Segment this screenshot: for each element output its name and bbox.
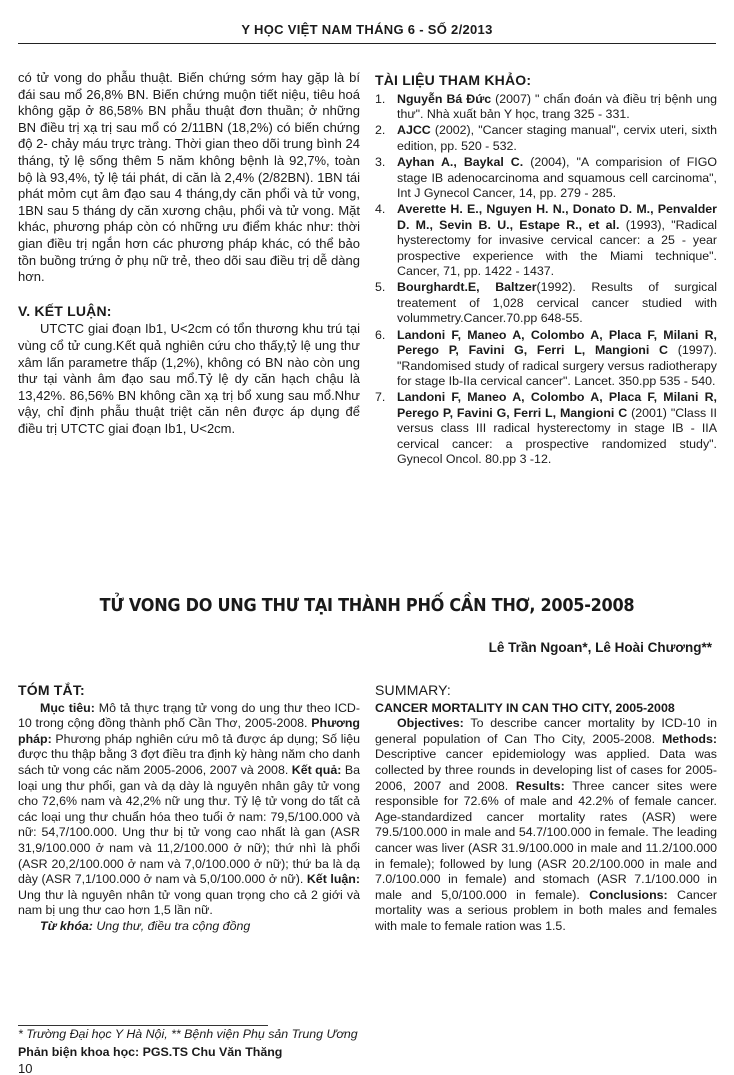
keywords: Từ khóa: Ung thư, điều tra cộng đồng <box>40 918 251 933</box>
reference-item: 5. Bourghardt.E, Baltzer(1992). Results of surgical treatement of 1,028 cervical cancer studied with volummetry.Cancer.70.pp 648-55. <box>375 280 717 326</box>
affiliations-footnote: * Trường Đại học Y Hà Nội, ** Bệnh viện Phụ sản Trung Ương <box>18 1027 358 1041</box>
article-authors: Lê Trần Ngoan*, Lê Hoài Chương** <box>488 640 712 655</box>
vietnamese-abstract <box>18 683 360 935</box>
continued-paragraph: có tử vong do phẫu thuật. Biến chứng sớm hay gặp là bí đái sau mổ 26,8% BN. Biến chứng muộn tiết niệu, tiêu hoá không gặp ở 86,58% BN phẫu thuật đơn thuần; ở những BN điều trị xạ trị sau mổ có 2/11BN (18,2%) có biến chứng độ 2- chảy máu trực tràng. Thời gian theo dõi trung bình 24 tháng, tỷ lệ sống thêm 5 năm không bệnh là 92,7%, toàn bộ là 93,4%, tỷ lệ tái phát, di căn là 2,4% (2/82BN). 1BN tái phát mỏm cụt âm đạo sau 4 tháng,dy căn phổi và tử vong, 1BN sau 5 tháng dy căn xương chậu, phổi và tử vong. Mặt khác, phương pháp còn có những ưu điểm khác như: thời gian điều trị ngắn hơn các phương pháp khác, có thể bảo tồn buồng trứng ở phụ nữ trẻ, theo dõi sau điều trị dễ dàng hơn. <box>18 70 360 285</box>
summary-title: CANCER MORTALITY IN CAN THO CITY, 2005-2008 <box>375 700 675 715</box>
reference-item: 3. Ayhan A., Baykal C. (2004), "A comparision of FIGO stage IB adenocarcinoma and squamous cell carcinoma", Int J Gynecol Cancer, 14, pp. 279 - 285. <box>375 155 717 201</box>
reference-item: 4. Averette H. E., Nguyen H. N., Donato D. M., Penvalder D. M., Sevin B. U., Estape R., et al. (1993), "Radical hysterectomy for invasive cervical cancer: a 25 - year prospective experience with the Miami technique". Cancer, 71, pp. 1422 - 1437. <box>375 202 717 279</box>
references-list <box>375 92 717 468</box>
page-number: 10 <box>18 1061 33 1075</box>
reference-item: 7. Landoni F, Maneo A, Colombo A, Placa F, Milani R, Perego P, Favini G, Ferri L, Mangioni C (2001) "Class II versus class III radical hysterectomy in stage IB - IIA cervical cancer: a prospective randomized study". Gynecol Oncol. 80.pp 3 -12. <box>375 390 717 466</box>
reference-item: 6. Landoni F, Maneo A, Colombo A, Placa F, Milani R, Perego P, Favini G, Ferri L, Mangioni C (1997). "Randomised study of radical surgery versus radiotherapy for stage Ib-IIa cervical cancer". Lancet. 350.pp 535 - 540. <box>375 327 717 388</box>
english-abstract <box>375 683 717 935</box>
conclusion-heading: V. KẾT LUẬN: <box>18 302 112 319</box>
header-rule <box>18 43 716 44</box>
article-title: TỬ VONG DO UNG THƯ TẠI THÀNH PHỐ CẦN THƠ, 2005-2008 <box>99 596 635 616</box>
reference-item: 2. AJCC (2002), "Cancer staging manual", cervix uteri, sixth edition, pp. 520 - 532. <box>375 123 717 153</box>
running-header: Y HỌC VIỆT NAM THÁNG 6 - SỐ 2/2013 <box>241 22 493 37</box>
summary-body: Objectives: To describe cancer mortality by ICD-10 in general population of Can Tho City, 2005-2008. Methods: Descriptive cancer epidemiology was applied. Data was collected by three rounds in developing list of cases for 2005-2006, 2007 and 2008. Results: Three cancer sites were responsible for 72.6% of male and 42.2% of female cancer. Age-standardized cancer mortality rates (ASR) were 79.5/100.000 in male and 54.7/100.000 in female. The leading cancer was liver (ASR 31.9/100.000 in male and 11.2/100.000 in female); followed by lung (ASR 20.2/100.000 in male and 7.0/100.000 in female) and stomach (ASR 7.1/100.000 in male and 5,0/100.000 in female). Conclusions: Cancer mortality was a serious problem in both males and females with male to female ration was 1.5. <box>375 716 717 933</box>
footnote-rule <box>18 1025 268 1026</box>
left-top-column <box>18 70 360 437</box>
references-heading: TÀI LIỆU THAM KHẢO: <box>375 72 532 88</box>
tom-tat-heading: TÓM TẮT: <box>18 682 85 698</box>
conclusion-text: UTCTC giai đoạn Ib1, U<2cm có tổn thương khu trú tại vùng cổ tử cung.Kết quả nghiên cứu cho thấy,tỷ lệ ung thư xâm lấn parametre thấp (1,2%), không có BN nào còn ung thư tại vành âm đạo sau mổ.Tỷ lệ dy căn hạch chậu là 13,42%. 86,56% BN không cần xạ trị bổ xung sau mổ.Như vậy, chỉ định phẫu thuật triệt căn nên được áp dụng để điều trị UTCTC giai đoạn Ib1, U<2cm. <box>18 321 360 436</box>
references-column <box>375 72 717 468</box>
tom-tat-body: Mục tiêu: Mô tả thực trạng tử vong do ung thư theo ICD-10 trong cộng đồng thành phố Cần Thơ, 2005-2008. Phương pháp: Phương pháp nghiên cứu mô tả được áp dụng; Số liệu được thu thập bằng 3 đợt điều tra định kỳ hàng năm cho danh sách tử vong các năm 2005-2006, 2007 và 2008. Kết quả: Ba loại ung thư phổi, gan và dạ dày là nguyên nhân gây tử vong cho 72,6% nam và 42,2% nữ ung thư. Tỷ lệ tử vong do tất cả các loại ung thư chuẩn hóa theo tuổi ở nam: 79,5/100.000 và nữ: 54,7/100.000. Ung thư bị tử vong cao nhất là gan (ASR 31,9/100.000 ở nam và 11,2/100.000 ở nữ); thứ nhì là phổi (ASR 20,2/100.000 ở nam và 7,0/100.000 ở nữ); thứ ba là dạ dày (ASR 7,1/100.000 ở nam và 5,0/100.000 ở nữ). Kết luận: Ung thư là nguyên nhân tử vong quan trọng cho cả 2 giới và nam bị ung thư cao hơn 1,5 lần nữ. <box>18 700 360 918</box>
reference-item: 1. Nguyễn Bá Đức (2007) " chẩn đoán và điều trị bệnh ung thư". Nhà xuất bản Y học, trang 325 - 331. <box>375 91 717 121</box>
reviewer-line: Phản biện khoa học: PGS.TS Chu Văn Thăng <box>18 1045 283 1059</box>
summary-heading: SUMMARY: <box>375 682 452 698</box>
